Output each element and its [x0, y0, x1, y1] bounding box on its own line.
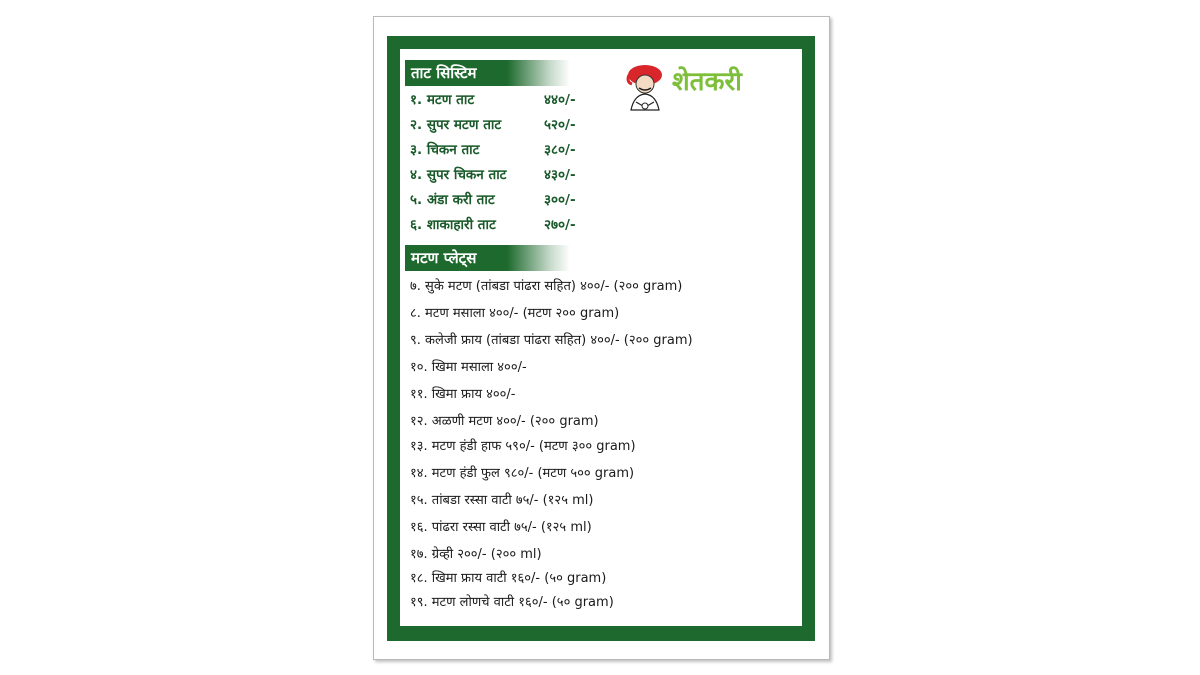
thali-item-name: ६. शाकाहारी ताट [410, 217, 496, 233]
thali-item [410, 189, 670, 211]
thali-item-name: ४. सुपर चिकन ताट [410, 167, 507, 183]
brand-name: शेतकरी [672, 67, 742, 97]
menu-card [373, 16, 830, 660]
mutton-item: १२. अळणी मटण ४००/- (२०० gram) [410, 414, 599, 429]
thali-item-name: ५. अंडा करी ताट [410, 192, 495, 208]
green-border-frame [387, 36, 815, 641]
thali-item-price: ४४०/- [544, 92, 576, 108]
mutton-item: १६. पांढरा रस्सा वाटी ७५/- (१२५ ml) [410, 520, 592, 535]
thali-item-price: २७०/- [544, 217, 576, 233]
mutton-item: १७. ग्रेव्ही २००/- (२०० ml) [410, 547, 542, 562]
mutton-section-title: मटण प्लेट्स [405, 245, 570, 271]
thali-section-title: ताट सिस्टिम [405, 60, 570, 86]
thali-item-name: १. मटण ताट [410, 92, 475, 108]
mutton-item: १८. खिमा फ्राय वाटी १६०/- (५० gram) [410, 571, 607, 586]
thali-item-price: ५२०/- [544, 117, 576, 133]
thali-item-name: ३. चिकन ताट [410, 142, 480, 158]
mutton-item: १०. खिमा मसाला ४००/- [410, 360, 527, 375]
mutton-item: १९. मटण लोणचे वाटी १६०/- (५० gram) [410, 595, 614, 610]
thali-item-price: ३८०/- [544, 142, 576, 158]
mutton-item: १५. तांबडा रस्सा वाटी ७५/- (१२५ ml) [410, 493, 594, 508]
mutton-item: १३. मटण हंडी हाफ ५९०/- (मटण ३०० gram) [410, 439, 636, 454]
mutton-item: ८. मटण मसाला ४००/- (मटण २०० gram) [410, 306, 620, 321]
thali-item-name: २. सुपर मटण ताट [410, 117, 502, 133]
mutton-item: ७. सुके मटण (तांबडा पांढरा सहित) ४००/- (२०० gram) [410, 279, 683, 294]
mutton-item: ११. खिमा फ्राय ४००/- [410, 387, 516, 402]
mutton-item: १४. मटण हंडी फुल ९८०/- (मटण ५०० gram) [410, 466, 635, 481]
mutton-item: ९. कलेजी फ्राय (तांबडा पांढरा सहित) ४००/- (२०० gram) [410, 333, 693, 348]
menu-content [400, 49, 802, 626]
thali-item [410, 164, 670, 186]
thali-item-price: ३००/- [544, 192, 576, 208]
thali-item [410, 89, 670, 111]
thali-item [410, 114, 670, 136]
thali-item [410, 214, 670, 236]
thali-item [410, 139, 670, 161]
thali-item-price: ४३०/- [544, 167, 576, 183]
